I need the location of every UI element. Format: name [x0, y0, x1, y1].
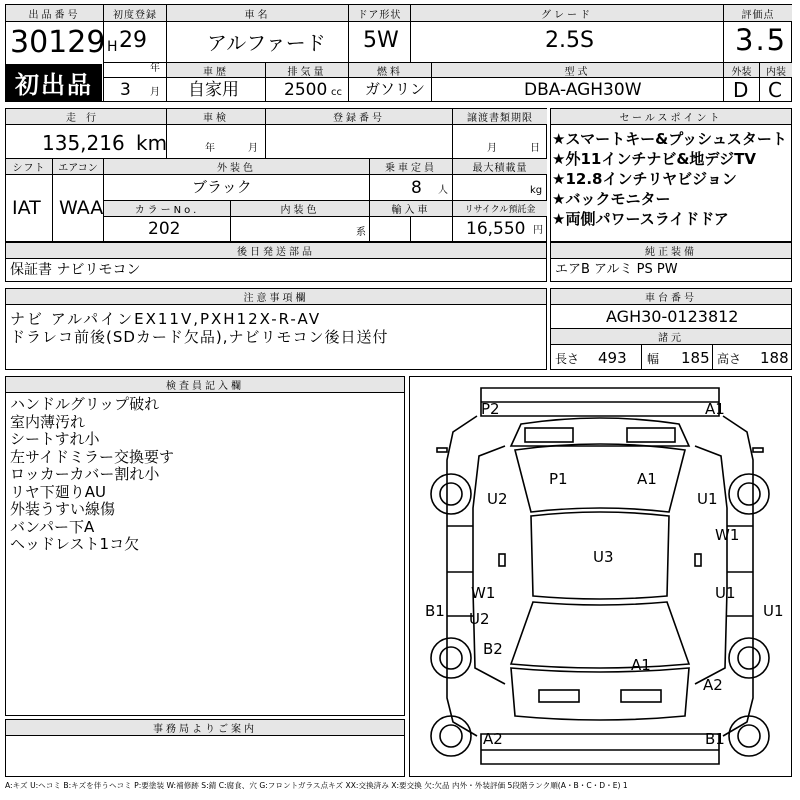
lot-number-header: 出品番号: [6, 5, 103, 21]
fuel-header: 燃料: [349, 63, 431, 77]
note-line: ドラレコ前後(SDカード欠品),ナビリモコン後日送付: [10, 327, 389, 346]
inspector-line: バンパー下A: [10, 517, 95, 536]
damage-mark: P2: [481, 400, 500, 418]
damage-mark: A1: [637, 470, 657, 488]
capacity-unit: 人: [438, 185, 448, 196]
inspector-lines: [10, 396, 174, 554]
damage-mark: B2: [483, 640, 503, 658]
height-label: 高さ: [717, 352, 742, 366]
sales-point: ★12.8インチリヤビジョン: [552, 170, 737, 188]
door-header: ドア形状: [349, 5, 410, 21]
model-header: 型式: [432, 63, 723, 77]
car-name: アルファード: [207, 31, 326, 55]
damage-mark: A1: [631, 656, 651, 674]
note-line: ナビ アルパインEX11V,PXH12X-R-AV: [10, 310, 322, 328]
width-label: 幅: [647, 352, 660, 366]
displacement-header: 排気量: [266, 63, 348, 77]
mileage-header: 走行: [6, 109, 166, 124]
damage-mark: U1: [763, 602, 784, 620]
inspector-line: シートすれ小: [10, 430, 100, 448]
std-equip-header: 純正装備: [551, 243, 791, 258]
capacity-header: 乗車定員: [370, 159, 452, 174]
int-score: C: [768, 78, 782, 102]
sales-point: ★両側パワースライドドア: [552, 210, 729, 228]
inspection-header: 車検: [167, 109, 265, 124]
history-value: 自家用: [188, 80, 239, 100]
shift-value: IAT: [12, 197, 41, 219]
exterior-color-value: ブラック: [192, 178, 252, 196]
interior-color-unit: 系: [356, 227, 366, 238]
fuel-value: ガソリン: [365, 80, 426, 98]
interior-color-header: 内装色: [231, 201, 369, 216]
damage-mark: A2: [483, 730, 503, 748]
chassis-header: 車台番号: [551, 289, 791, 304]
first-reg-header: 初度登録: [104, 5, 166, 21]
first-reg-year: 29: [119, 28, 147, 53]
damage-mark: U1: [715, 584, 736, 602]
width-value: 185: [681, 349, 710, 367]
later-parts-value: 保証書 ナビリモコン: [10, 262, 141, 278]
import-header: 輸入車: [370, 201, 452, 216]
model-value: DBA-AGH30W: [524, 80, 642, 100]
first-reg-month: 3: [120, 80, 131, 100]
dims-header: 諸元: [551, 329, 791, 344]
inspector-line: 外装うすい線傷: [10, 500, 116, 518]
score-value: 3.5: [735, 23, 788, 57]
damage-mark: U2: [469, 610, 490, 628]
inspector-line: 左サイドミラー交換要す: [10, 447, 174, 466]
damage-mark: U2: [487, 490, 508, 508]
inspector-line: リヤ下廻りAU: [10, 482, 106, 501]
ext-score-header: 外装: [724, 63, 759, 77]
damage-mark: U1: [697, 490, 718, 508]
recycle-unit: 円: [533, 225, 543, 236]
plate-header: 登録番号: [266, 109, 452, 124]
ext-score: D: [733, 78, 749, 102]
inspector-line: ハンドルグリップ破れ: [10, 395, 160, 413]
height-value: 188: [760, 349, 789, 367]
history-header: 車歴: [167, 63, 265, 77]
notes-lines: [10, 311, 389, 346]
aircon-header: エアコン: [53, 159, 103, 174]
color-no-header: カラーNo.: [104, 201, 230, 216]
inspection-month-unit: 月: [248, 143, 258, 154]
inspector-line: ロッカーカバー割れ小: [10, 465, 160, 483]
inspector-line: 室内薄汚れ: [10, 412, 86, 431]
std-equip-value: エアB アルミ PS PW: [555, 262, 678, 277]
exterior-color-header: 外装色: [104, 159, 369, 174]
inspection-year-unit: 年: [205, 143, 215, 154]
first-reg-year-unit: 年: [150, 63, 160, 74]
office-header: 事務局よりご案内: [6, 720, 404, 735]
shift-header: シフト: [6, 159, 52, 174]
inspector-header: 検査員記入欄: [6, 377, 404, 392]
damage-mark: B1: [425, 602, 445, 620]
damage-mark: U3: [593, 548, 614, 566]
inspector-line: ヘッドレスト1コ欠: [10, 535, 140, 553]
length-value: 493: [598, 349, 627, 367]
damage-legend: A:キズ U:ヘコミ B:キズを伴うヘコミ P:要塗装 W:補修跡 S:錆 C:腐食、穴 G:フロントガラス点キズ XX:交換済み X:要交換 欠:欠品 内外・外装評価 5段階ランク順(A・B・C・D・E) 1: [5, 781, 628, 790]
damage-mark: W1: [471, 584, 496, 602]
recycle-header: リサイクル預託金: [453, 201, 547, 216]
car-name-header: 車名: [167, 5, 348, 21]
capacity-value: 8: [411, 178, 422, 198]
damage-mark: P1: [549, 470, 568, 488]
mileage-value: 135,216: [42, 131, 125, 155]
displacement-value: 2500: [284, 80, 328, 100]
sales-points-list: [552, 129, 787, 229]
sales-points-header: セールスポイント: [551, 109, 791, 124]
grade-header: グレード: [411, 5, 723, 21]
docs-deadline-header: 譲渡書類期限: [453, 109, 547, 124]
int-score-header: 内装: [760, 63, 792, 77]
max-load-header: 最大積載量: [453, 159, 547, 174]
notes-header: 注意事項欄: [6, 289, 546, 304]
recycle-value: 16,550: [466, 219, 526, 239]
door-type: 5W: [363, 28, 399, 53]
later-parts-header: 後日発送部品: [6, 243, 546, 258]
score-header: 評価点: [724, 5, 792, 21]
sales-point: ★スマートキー&プッシュスタート: [552, 130, 787, 148]
color-no-value: 202: [148, 219, 181, 239]
first-listing-badge: 初出品: [6, 64, 102, 101]
first-reg-month-unit: 月: [150, 87, 160, 98]
max-load-unit: kg: [530, 185, 543, 196]
chassis-value: AGH30-0123812: [606, 307, 739, 326]
docs-day-unit: 日: [530, 143, 540, 154]
grade-value: 2.5S: [545, 28, 594, 53]
damage-mark: A1: [705, 400, 725, 418]
first-reg-era: H: [107, 39, 118, 55]
damage-mark: A2: [703, 676, 723, 694]
damage-mark: B1: [705, 730, 725, 748]
docs-month-unit: 月: [487, 143, 497, 154]
aircon-value: WAA: [59, 197, 104, 219]
damage-mark: W1: [715, 526, 740, 544]
car-diagram: [409, 376, 792, 777]
mileage-unit: km: [136, 131, 168, 155]
sales-point: ★外11インチナビ&地デジTV: [552, 150, 756, 168]
displacement-unit: cc: [331, 87, 342, 98]
length-label: 長さ: [555, 352, 580, 366]
sales-point: ★バックモニター: [552, 190, 671, 208]
lot-number: 30129: [10, 25, 106, 60]
